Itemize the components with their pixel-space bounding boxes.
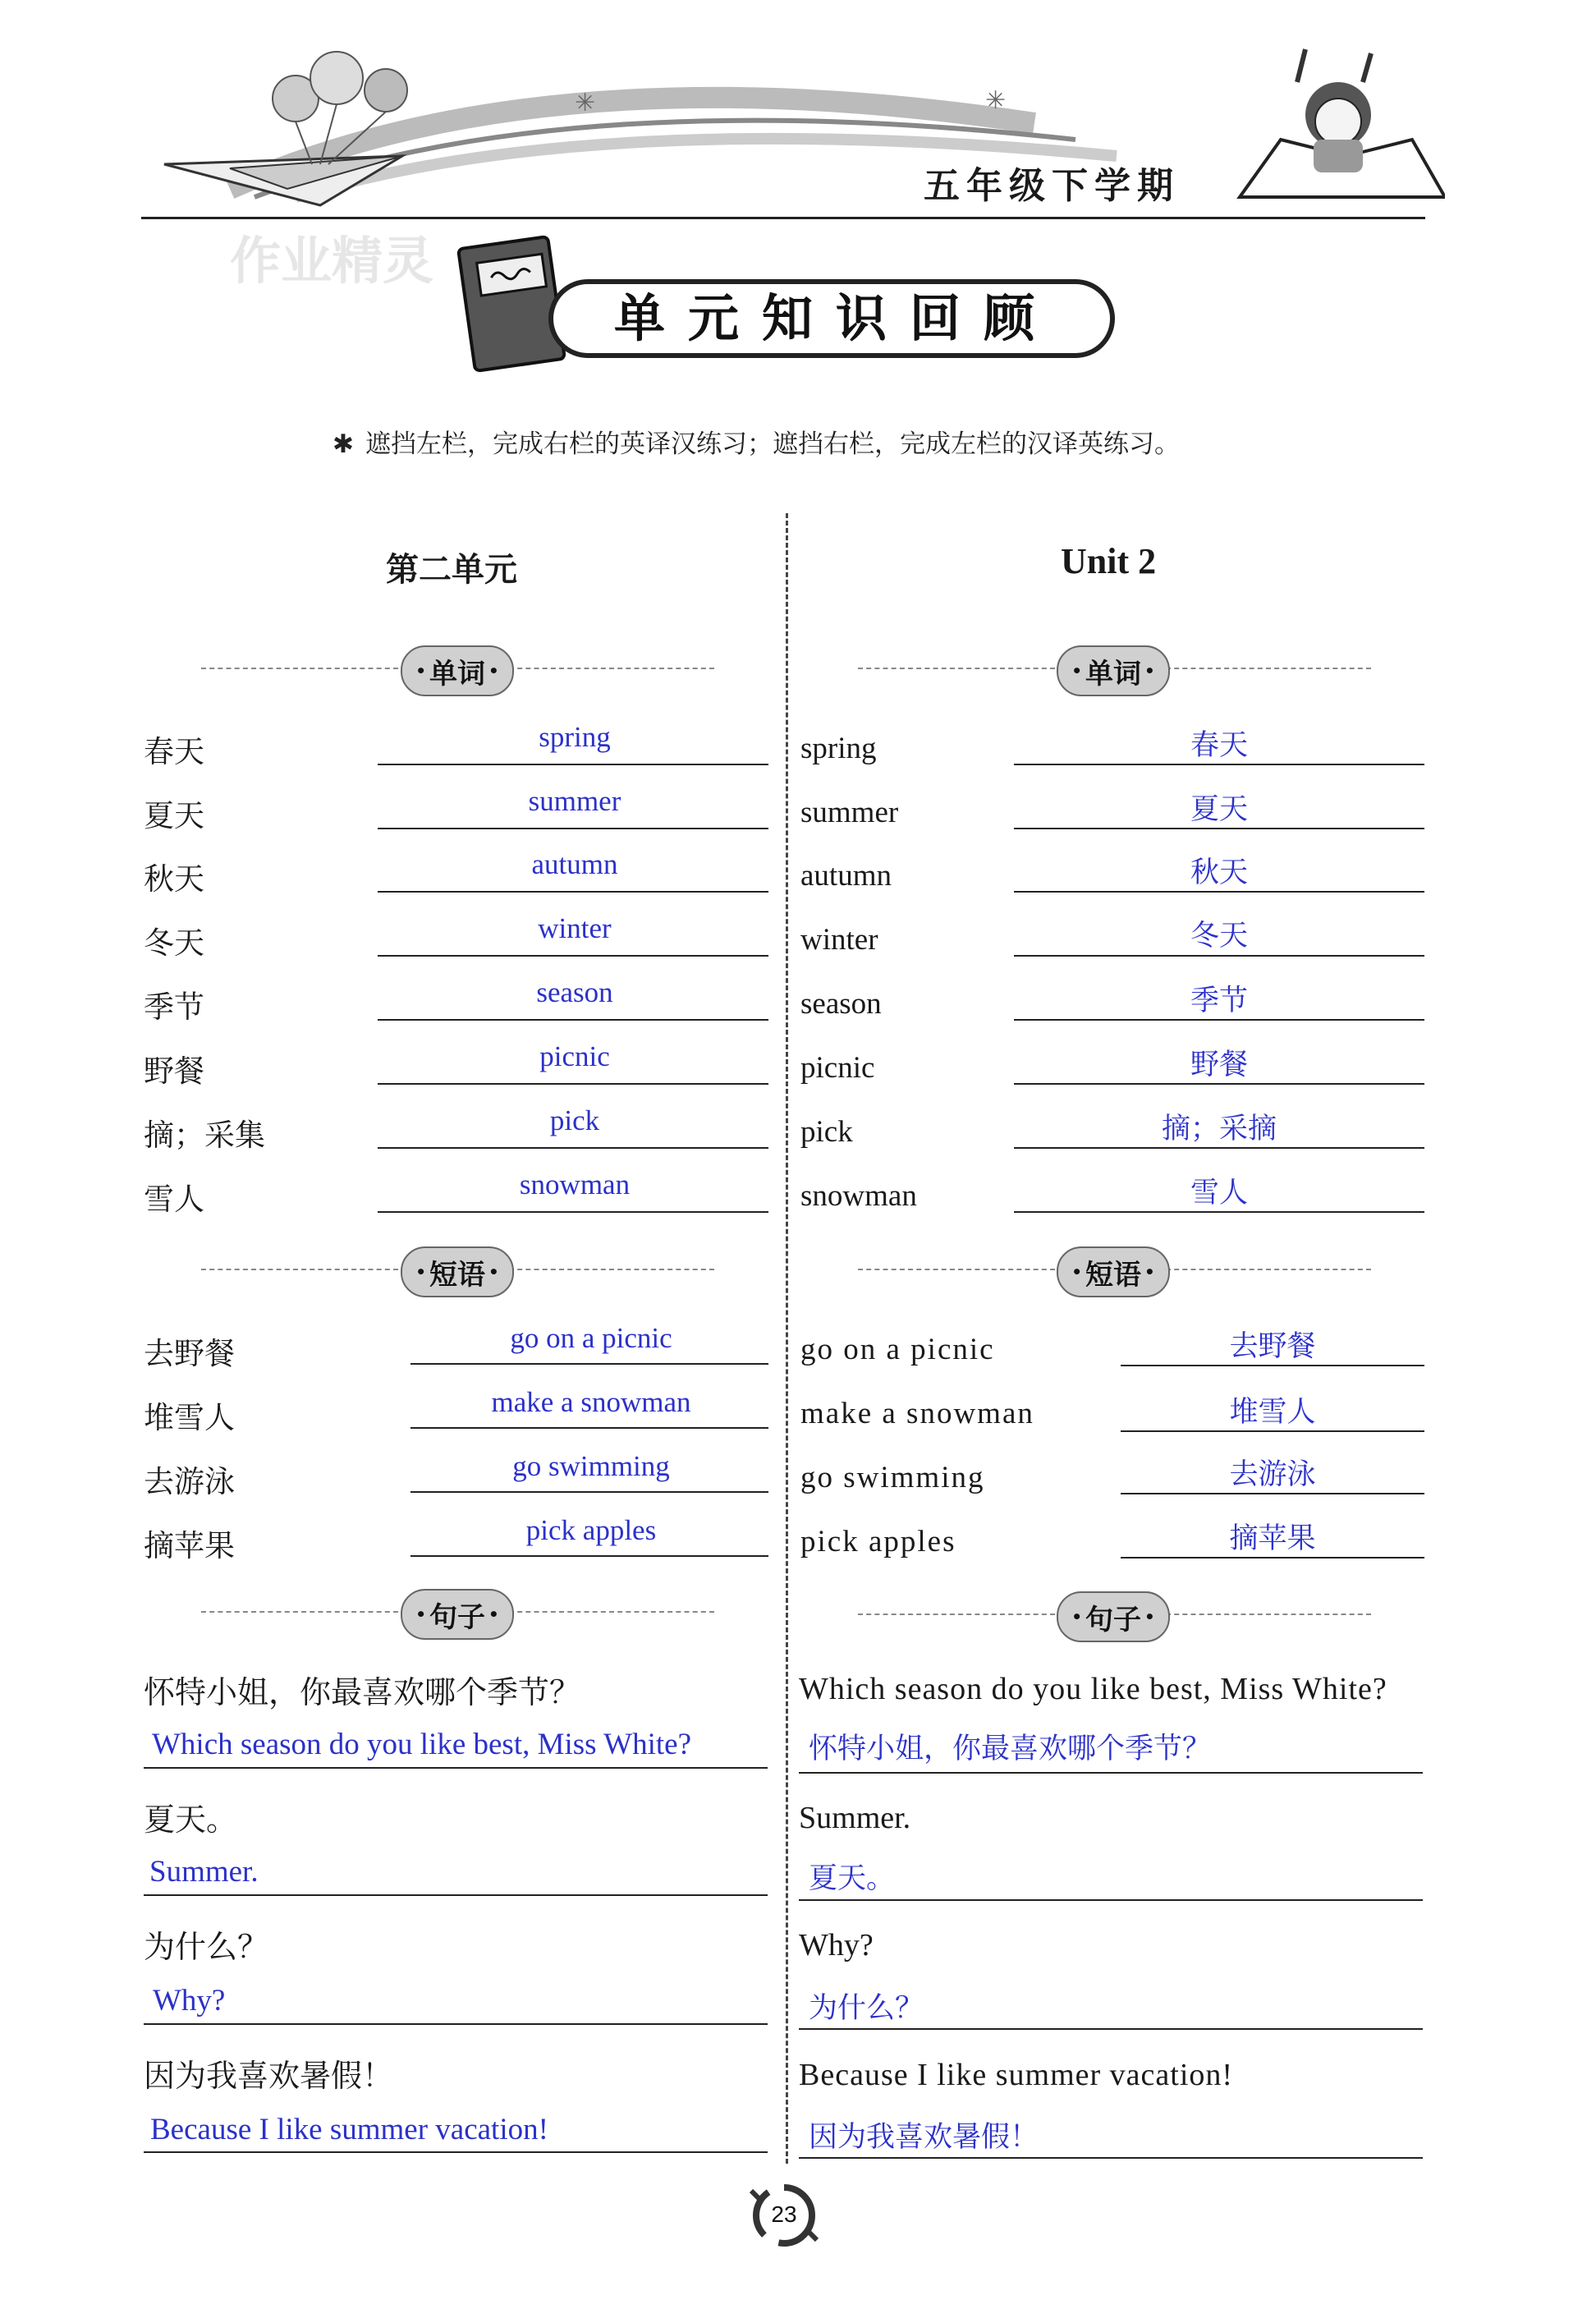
word-cn: 摘；采集 (144, 1118, 265, 1153)
left-phrases-dash-left (201, 1269, 398, 1270)
right-words-label: • 单词 • (1057, 645, 1170, 696)
left-words-dash-left (201, 668, 398, 669)
answer-line (1014, 1019, 1424, 1021)
phrase-answer: 堆雪人 (1229, 1396, 1316, 1429)
word-en: summer (800, 796, 899, 829)
word-answer: autumn (531, 848, 618, 880)
answer-line (1014, 955, 1424, 957)
answer-line (799, 2157, 1423, 2159)
answer-line (1014, 891, 1424, 893)
answer-line (799, 1772, 1423, 1774)
sentence-answer: Summer. (149, 1855, 259, 1889)
phrase-en: make a snowman (800, 1397, 1034, 1430)
phrase-answer: 去游泳 (1229, 1458, 1316, 1491)
answer-line (410, 1427, 768, 1429)
word-answer: picnic (539, 1040, 610, 1072)
phrase-en: pick apples (800, 1525, 956, 1558)
right-sentences-dash-left (858, 1614, 1055, 1615)
word-cn: 野餐 (144, 1054, 204, 1089)
svg-text:✳: ✳ (985, 86, 1007, 115)
left-phrases-dash-right (509, 1269, 714, 1270)
sentence-answer: Why? (153, 1984, 226, 2018)
sentence-en: Why? (799, 1928, 874, 1962)
phrase-answer: 去野餐 (1229, 1330, 1316, 1363)
section-title: 单元知识回顾 (613, 288, 1057, 348)
word-answer: winter (538, 912, 612, 944)
answer-line (378, 1147, 768, 1149)
answer-line (378, 1083, 768, 1085)
left-sentences-label: • 句子 • (401, 1589, 514, 1640)
word-answer: 野餐 (1190, 1049, 1248, 1081)
phrase-en: go on a picnic (800, 1333, 995, 1366)
sentence-answer: 夏天。 (809, 1862, 896, 1895)
answer-line (410, 1491, 768, 1493)
word-en: spring (800, 732, 877, 765)
phrase-answer: go swimming (512, 1450, 670, 1482)
right-phrases-dash-right (1166, 1269, 1371, 1270)
sentence-answer: 因为我喜欢暑假！ (809, 2121, 1039, 2154)
svg-text:✳: ✳ (575, 89, 596, 117)
word-answer: 冬天 (1190, 920, 1248, 953)
answer-line (1121, 1430, 1424, 1432)
word-cn: 春天 (144, 734, 204, 769)
word-answer: 春天 (1190, 729, 1248, 762)
word-en: picnic (800, 1051, 875, 1085)
sentence-answer: Which season do you like best, Miss White? (152, 1728, 691, 1761)
phrase-en: go swimming (800, 1461, 985, 1494)
word-en: snowman (800, 1179, 917, 1213)
answer-line (1121, 1365, 1424, 1366)
sentence-answer: Because I like summer vacation! (150, 2113, 548, 2146)
phrase-answer: make a snowman (491, 1386, 691, 1418)
answer-line (1121, 1557, 1424, 1558)
answer-line (1014, 1147, 1424, 1149)
word-answer: 夏天 (1190, 793, 1248, 826)
answer-line (378, 955, 768, 957)
right-phrases-label: • 短语 • (1057, 1246, 1170, 1297)
phrase-cn: 堆雪人 (144, 1400, 235, 1435)
instruction (332, 423, 1180, 460)
right-phrases-dash-left (858, 1269, 1055, 1270)
word-en: winter (800, 923, 878, 957)
right-sentences-label: • 句子 • (1057, 1591, 1170, 1642)
word-answer: summer (528, 785, 621, 817)
phrase-cn: 去野餐 (144, 1336, 235, 1371)
word-en: season (800, 987, 882, 1021)
instruction-text: 遮挡左栏，完成右栏的英译汉练习；遮挡右栏，完成左栏的汉译英练习。 (365, 429, 1180, 459)
column-divider (786, 513, 788, 2164)
phrase-cn: 摘苹果 (144, 1528, 235, 1563)
word-answer: spring (539, 721, 611, 753)
answer-line (144, 2151, 768, 2153)
right-sentences-dash-right (1166, 1614, 1371, 1615)
header-rule (141, 217, 1425, 219)
left-words-label: • 单词 • (401, 645, 514, 696)
word-en: autumn (800, 859, 892, 893)
answer-line (1014, 1083, 1424, 1085)
phrase-answer: 摘苹果 (1229, 1522, 1316, 1555)
sentence-cn: 怀特小姐，你最喜欢哪个季节？ (144, 1674, 581, 1710)
answer-line (1014, 764, 1424, 765)
answer-line (144, 1894, 768, 1896)
word-answer: pick (549, 1104, 600, 1136)
sentence-answer: 怀特小姐，你最喜欢哪个季节？ (809, 1733, 1212, 1765)
sentence-en: Because I like summer vacation! (799, 2058, 1234, 2092)
watermark: 作业精灵 (230, 231, 434, 291)
word-answer: 季节 (1190, 985, 1248, 1017)
sentence-cn: 为什么？ (144, 1929, 269, 1965)
word-cn: 季节 (144, 989, 204, 1025)
word-answer: 秋天 (1190, 856, 1248, 889)
sentence-en: Summer. (799, 1801, 911, 1835)
answer-line (378, 764, 768, 765)
word-cn: 雪人 (144, 1182, 204, 1217)
left-phrases-label: • 短语 • (401, 1246, 514, 1297)
answer-line (378, 1019, 768, 1021)
left-sentences-dash-right (509, 1611, 714, 1613)
grade-term-label: 五年级下学期 (924, 165, 1180, 207)
answer-line (1121, 1493, 1424, 1494)
right-column-title: Unit 2 (1061, 541, 1157, 581)
word-answer: 摘；采摘 (1161, 1113, 1277, 1145)
sentence-en: Which season do you like best, Miss White? (799, 1672, 1387, 1706)
page-number: 23 (771, 2201, 797, 2227)
word-en: pick (800, 1115, 853, 1149)
right-words-dash-left (858, 668, 1055, 669)
answer-line (378, 891, 768, 893)
phrase-cn: 去游泳 (144, 1464, 235, 1499)
sentence-answer: 为什么？ (809, 1992, 924, 2025)
answer-line (1014, 1211, 1424, 1213)
answer-line (144, 2023, 768, 2025)
phrase-answer: go on a picnic (510, 1322, 672, 1354)
answer-line (799, 2028, 1423, 2030)
answer-line (144, 1767, 768, 1769)
answer-line (378, 1211, 768, 1213)
sentence-cn: 夏天。 (144, 1802, 238, 1838)
header-decoration-art (131, 33, 1445, 222)
word-answer: season (536, 976, 613, 1008)
phrase-answer: pick apples (525, 1514, 657, 1546)
answer-line (1014, 828, 1424, 829)
word-answer: snowman (519, 1168, 631, 1200)
page-number-badge (743, 2174, 825, 2256)
word-cn: 夏天 (144, 798, 204, 833)
left-column-title: 第二单元 (386, 550, 517, 589)
answer-line (410, 1363, 768, 1365)
header-banner (131, 33, 1445, 222)
left-words-dash-right (509, 668, 714, 669)
word-answer: 雪人 (1190, 1177, 1248, 1210)
section-title-group (450, 234, 1123, 382)
answer-line (410, 1555, 768, 1557)
answer-line (799, 1899, 1423, 1901)
sentence-cn: 因为我喜欢暑假！ (144, 2058, 394, 2094)
left-sentences-dash-left (201, 1611, 398, 1613)
word-cn: 冬天 (144, 925, 204, 961)
right-words-dash-right (1166, 668, 1371, 669)
instruction-bullet-icon: ✱ (332, 429, 354, 459)
answer-line (378, 828, 768, 829)
word-cn: 秋天 (144, 861, 204, 897)
